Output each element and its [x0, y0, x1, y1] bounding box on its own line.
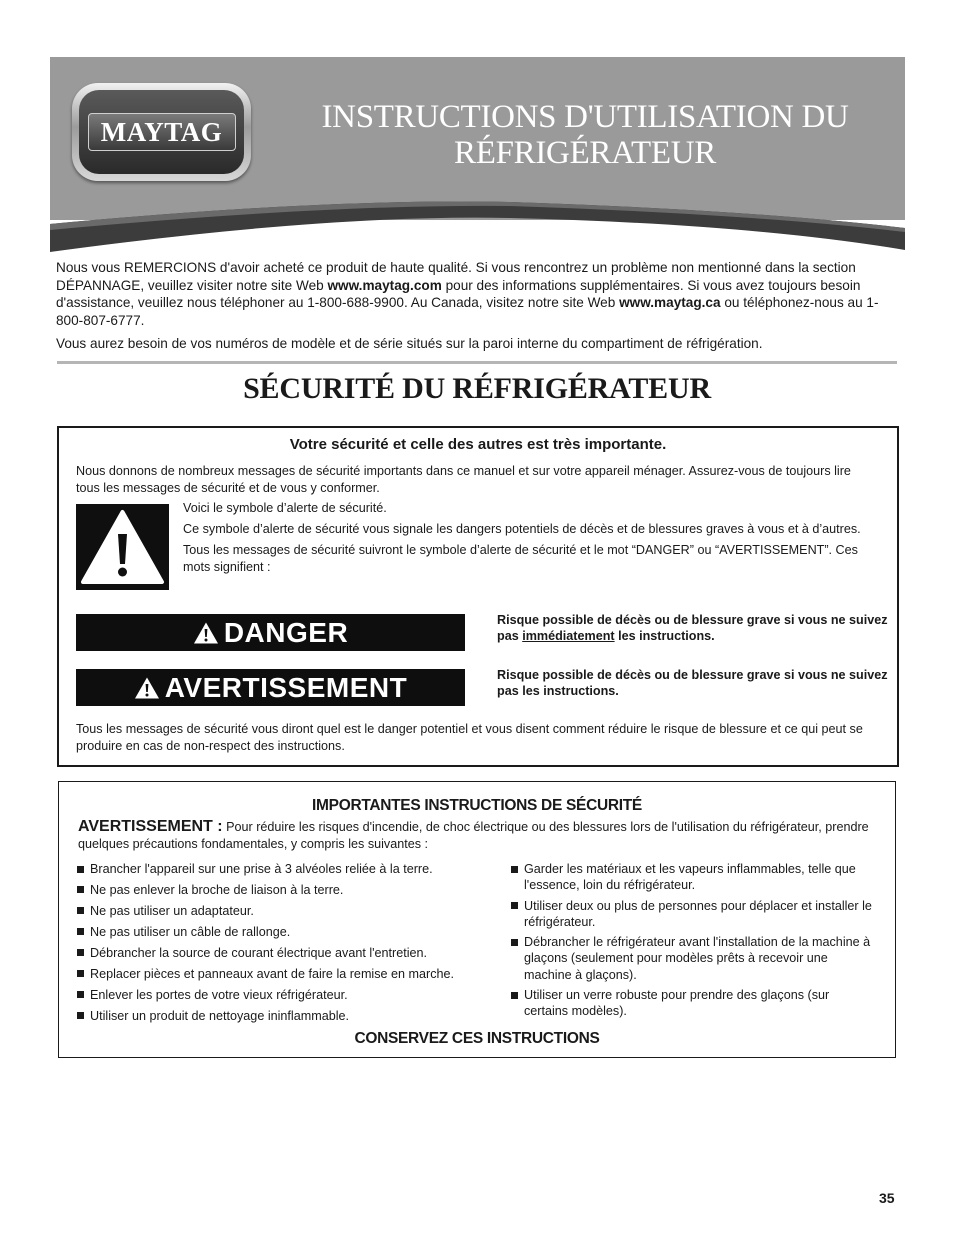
danger-signal-bar — [76, 614, 465, 651]
model-number-note: Vous aurez besoin de vos numéros de modèle et de série situés sur la paroi interne du compartiment de réfrigération. — [56, 336, 763, 351]
warning-label: AVERTISSEMENT — [164, 671, 408, 703]
instructions-list-left — [76, 861, 501, 1029]
safety-intro: Nous donnons de nombreux messages de sécurité importants dans ce manuel et sur votre appareil ménager. Assurez-vous de toujours lire tous les messages de sécurité et de vous y conformer. — [76, 464, 851, 495]
warning-signal-bar — [76, 669, 465, 706]
list-item: Ne pas enlever la broche de liaison à la terre. — [76, 882, 501, 898]
warning-triangle-icon — [193, 621, 219, 645]
maytag-com-link[interactable]: www.maytag.com — [327, 277, 442, 293]
banner-swoosh — [50, 188, 905, 252]
list-item: Garder les matériaux et les vapeurs inflammables, telle que l'essence, loin du réfrigérateur. — [510, 861, 872, 894]
instructions-warning: AVERTISSEMENT : Pour réduire les risques d'incendie, de choc électrique ou des blessures lors de l'utilisation du réfrigérateur, prendre quelques précautions fondamentales, y compris les suivantes : — [78, 818, 869, 851]
instructions-footer: CONSERVEZ CES INSTRUCTIONS — [354, 1030, 600, 1047]
page-title: INSTRUCTIONS D'UTILISATION DU RÉFRIGÉRATEUR — [321, 99, 849, 171]
list-item: Ne pas utiliser un câble de rallonge. — [76, 924, 501, 940]
safety-alert-icon — [76, 504, 169, 590]
logo-text: MAYTAG — [88, 113, 236, 151]
list-item: Utiliser deux ou plus de personnes pour déplacer et installer le réfrigérateur. — [510, 898, 872, 931]
list-item: Utiliser un produit de nettoyage ininflammable. — [76, 1008, 501, 1024]
instructions-list-right — [510, 861, 872, 1024]
intro-text — [56, 259, 901, 359]
list-item: Enlever les portes de votre vieux réfrigérateur. — [76, 987, 501, 1003]
warning-description: Risque possible de décès ou de blessure grave si vous ne suivez pas les instructions. — [497, 668, 888, 699]
maytag-ca-link[interactable]: www.maytag.ca — [619, 295, 721, 310]
danger-label: DANGER — [223, 616, 349, 648]
list-item: Replacer pièces et panneaux avant de faire la remise en marche. — [76, 966, 501, 982]
maytag-logo — [72, 83, 251, 181]
list-item: Ne pas utiliser un adaptateur. — [76, 903, 501, 919]
list-item: Brancher l'appareil sur une prise à 3 alvéoles reliée à la terre. — [76, 861, 501, 877]
symbol-explanation: Voici le symbole d’alerte de sécurité. Ce symbole d’alerte de sécurité vous signale les dangers potentiels de décès et de blessures graves à vous et à d’autres. Tous les messages de sécurité suivront le symbole d’alerte de sécurité et le mot “DANGER” ou “AVERTISSEMENT”. Ces mots signifient : — [183, 501, 861, 574]
section-title: SÉCURITÉ DU RÉFRIGÉRATEUR — [243, 372, 711, 405]
safety-box — [57, 426, 899, 767]
divider — [57, 361, 897, 364]
instructions-box — [58, 781, 896, 1058]
page-number: 35 — [879, 1190, 895, 1206]
list-item: Utiliser un verre robuste pour prendre des glaçons (sur certains modèles). — [510, 987, 872, 1020]
intro-paragraph: Nous vous REMERCIONS d'avoir acheté ce produit de haute qualité. Si vous rencontrez un problème non mentionné dans la section DÉPANNAGE, veuillez visiter notre site Web www.maytag.com pour des informations supplémentaires. Si vous avez toujours besoin d'assistance, veuillez nous téléphoner au 1-800-688-9900. Au Canada, visitez notre site Web www.maytag.ca ou téléphonez-nous au 1-800-807-6777. — [56, 260, 879, 328]
safety-heading: Votre sécurité et celle des autres est très importante. — [289, 436, 667, 453]
safety-footer: Tous les messages de sécurité vous diront quel est le danger potentiel et vous disent comment réduire le risque de blessure et ce qui peut se produire en cas de non-respect des instructions. — [76, 722, 863, 753]
danger-description: Risque possible de décès ou de blessure grave si vous ne suivez pas immédiatement les instructions. — [497, 613, 888, 644]
warning-triangle-icon — [134, 676, 160, 700]
list-item: Débrancher la source de courant électrique avant l'entretien. — [76, 945, 501, 961]
instructions-heading: IMPORTANTES INSTRUCTIONS DE SÉCURITÉ — [312, 797, 642, 814]
list-item: Débrancher le réfrigérateur avant l'installation de la machine à glaçons (seulement pour modèles prêts à recevoir une machine à glaçons). — [510, 934, 872, 983]
